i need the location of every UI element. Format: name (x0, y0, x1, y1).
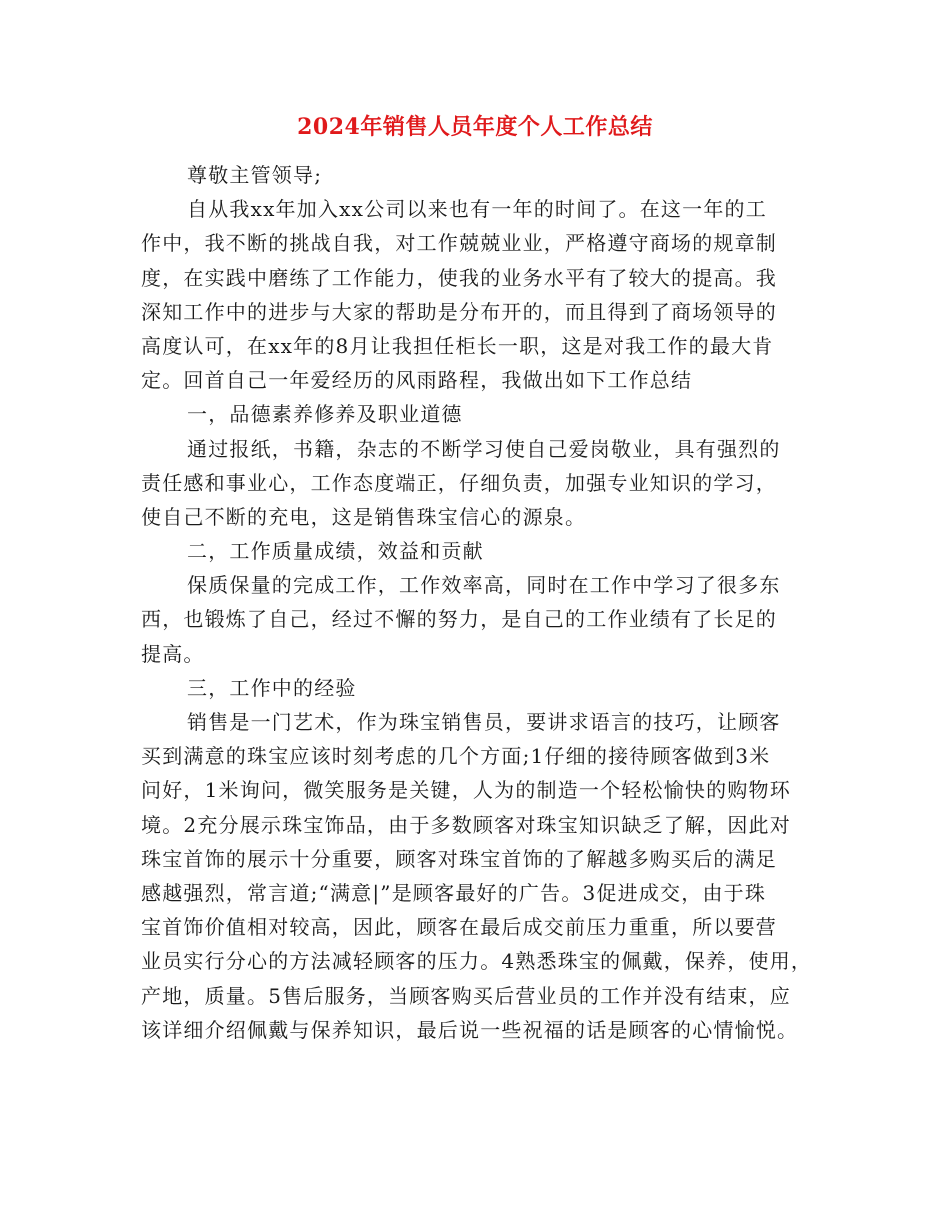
text-line: 定。回首自己一年爱经历的风雨路程，我做出如下工作总结 (141, 368, 693, 393)
text-line: 使自己不断的充电，这是销售珠宝信心的源泉。 (141, 504, 587, 529)
text-line: 销售是一门艺术，作为珠宝销售员，要讲求语言的技巧，让顾客 (187, 710, 781, 734)
text-line: 责任感和事业心，工作态度端正，仔细负责，加强专业知识的学习， (141, 470, 777, 495)
text-line: 度，在实践中磨练了工作能力，使我的业务水平有了较大的提高。我 (141, 265, 777, 290)
text-line: 珠宝首饰的展示十分重要，顾客对珠宝首饰的了解越多购买后的满足 (141, 846, 777, 871)
text-line: 境。2充分展示珠宝饰品，由于多数顾客对珠宝知识缺乏了解，因此对 (141, 812, 791, 837)
text-line: 通过报纸，书籍，杂志的不断学习使自己爱岗敬业，具有强烈的 (187, 436, 781, 461)
text-line: 该详细介绍佩戴与保养知识，最后说一些祝福的话是顾客的心情愉悦。 (141, 1017, 799, 1042)
text-line: 二，工作质量成绩，效益和贡献 (187, 539, 484, 564)
text-line: 提高。 (141, 641, 205, 666)
text-line: 问好，1米询问，微笑服务是关键，人为的制造一个轻松愉快的购物环 (141, 778, 791, 803)
text-line: 保质保量的完成工作，工作效率高，同时在工作中学习了很多东 (187, 573, 781, 598)
text-line: 感越强烈，常言道;“满意|”是顾客最好的广告。3促进成交，由于珠 (141, 880, 767, 905)
text-line: 作中，我不断的挑战自我，对工作兢兢业业，严格遵守商场的规章制 (141, 231, 777, 256)
text-line: 自从我xx年加入xx公司以来也有一年的时间了。在这一年的工 (187, 197, 767, 222)
document-title: 2024年销售人员年度个人工作总结 (297, 114, 653, 140)
text-line: 一，品德素养修养及职业道德 (187, 402, 463, 427)
text-line: 西，也锻炼了自己，经过不懈的努力，是自己的工作业绩有了长足的 (141, 607, 777, 632)
text-line: 尊敬主管领导; (187, 163, 323, 187)
text-line: 宝首饰价值相对较高，因此，顾客在最后成交前压力重重，所以要营 (141, 915, 777, 940)
text-line: 产地，质量。5售后服务，当顾客购买后营业员的工作并没有结束，应 (141, 983, 791, 1008)
text-line: 买到满意的珠宝应该时刻考虑的几个方面;1仔细的接待顾客做到3米 (141, 744, 771, 769)
text-line: 三，工作中的经验 (187, 675, 357, 700)
text-line: 深知工作中的进步与大家的帮助是分布开的，而且得到了商场领导的 (141, 299, 777, 324)
text-line: 业员实行分心的方法减轻顾客的压力。4熟悉珠宝的佩戴，保养，使用， (141, 949, 813, 974)
text-line: 高度认可，在xx年的8月让我担任柜长一职，这是对我工作的最大肯 (141, 333, 774, 358)
document-body (141, 158, 813, 1047)
